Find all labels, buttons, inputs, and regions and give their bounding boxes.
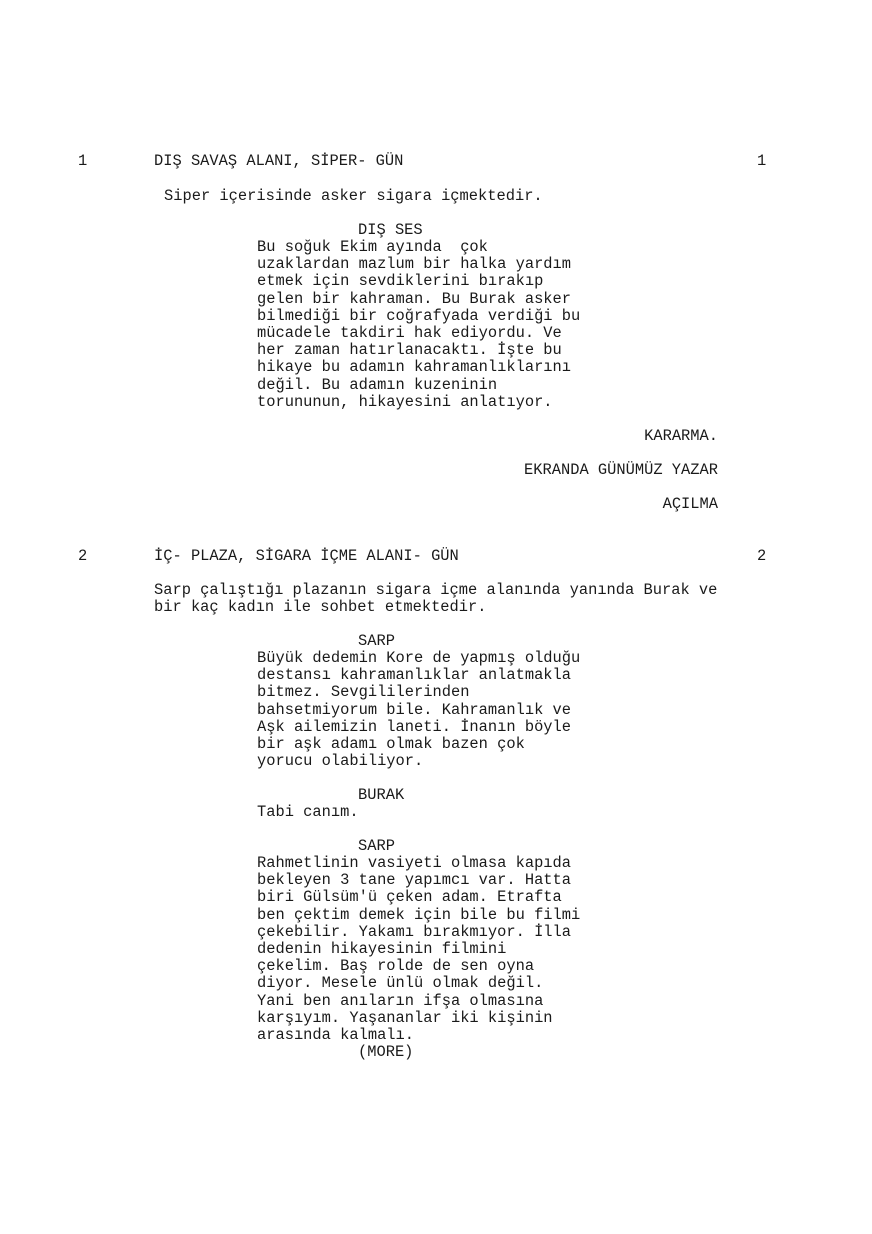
dialogue-block (257, 650, 580, 770)
dialogue-line: bahsetmiyorum bile. Kahramanlık ve (257, 700, 572, 719)
dialogue-block (257, 855, 580, 1044)
scene-number-left: 1 (78, 152, 88, 170)
dialogue-line: arasında kalmalı. (257, 1026, 415, 1045)
action-line: Siper içerisinde asker sigara içmektedir. (164, 187, 543, 205)
dialogue-line: bitmez. Sevgililerinden (257, 683, 470, 702)
dialogue-line: değil. Bu adamın kuzeninin (257, 375, 498, 394)
scene-number-right: 1 (757, 152, 767, 170)
dialogue-line: Büyük dedemin Kore de yapmış olduğu (257, 649, 581, 667)
dialogue-line: etmek için sevdiklerini bırakıp (257, 272, 544, 291)
character-cue: SARP (358, 837, 395, 855)
dialogue-block (257, 239, 580, 411)
character-cue: DIŞ SES (358, 221, 423, 239)
dialogue-line: bilmediği bir coğrafyada verdiği bu (257, 306, 581, 325)
transition-kararma: KARARMA. (644, 427, 718, 445)
dialogue-line: Rahmetlinin vasiyeti olmasa kapıda (257, 854, 572, 872)
dialogue-line: ben çektim demek için bile bu filmi (257, 905, 581, 924)
dialogue-line: bir aşk adamı olmak bazen çok (257, 735, 525, 754)
dialogue-line: mücadele takdiri hak ediyordu. Ve (257, 324, 562, 343)
dialogue-line: bekleyen 3 tane yapımcı var. Hatta (257, 871, 572, 890)
dialogue-line: dedenin hikayesinin filmini (257, 940, 507, 959)
scene-heading: DIŞ SAVAŞ ALANI, SİPER- GÜN (154, 152, 404, 170)
character-cue: BURAK (358, 786, 405, 804)
dialogue-line: torununun, hikayesini anlatıyor. (257, 392, 553, 411)
dialogue-line: çekebilir. Yakamı bırakmıyor. İlla (257, 922, 572, 941)
character-cue: SARP (358, 632, 395, 650)
dialogue-line: çekelim. Baş rolde de sen oyna (257, 957, 535, 976)
dialogue-line: gelen bir kahraman. Bu Burak asker (257, 289, 572, 308)
dialogue-line: hikaye bu adamın kahramanlıklarını (257, 358, 572, 377)
scene-heading: İÇ- PLAZA, SİGARA İÇME ALANI- GÜN (154, 547, 459, 565)
dialogue-line: yorucu olabiliyor. (257, 752, 424, 771)
dialogue-line: destansı kahramanlıklar anlatmakla (257, 666, 572, 685)
action-block (154, 582, 717, 616)
dialogue-line: karşıyım. Yaşananlar iki kişinin (257, 1008, 553, 1027)
scene-number-left: 2 (78, 547, 88, 565)
more-marker: (MORE) (358, 1043, 414, 1061)
dialogue-line: Yani ben anıların ifşa olmasına (257, 991, 544, 1010)
dialogue-line: Aşk ailemizin laneti. İnanın böyle (257, 717, 572, 736)
transition-ekranda: EKRANDA GÜNÜMÜZ YAZAR (524, 461, 718, 479)
dialogue-line: diyor. Mesele ünlü olmak değil. (257, 974, 544, 993)
transition-acilma: AÇILMA (662, 495, 718, 513)
dialogue-line: her zaman hatırlanacaktı. İşte bu (257, 341, 562, 360)
dialogue-line: biri Gülsüm'ü çeken adam. Etrafta (257, 888, 562, 907)
dialogue-block (257, 804, 359, 821)
dialogue-line: uzaklardan mazlum bir halka yardım (257, 255, 572, 274)
action-line: bir kaç kadın ile sohbet etmektedir. (154, 598, 487, 617)
action-line: Sarp çalıştığı plazanın sigara içme alanında yanında Burak ve (154, 581, 718, 599)
dialogue-line: Bu soğuk Ekim ayında çok (257, 238, 488, 256)
scene-number-right: 2 (757, 547, 767, 565)
dialogue-line: Tabi canım. (257, 803, 359, 821)
